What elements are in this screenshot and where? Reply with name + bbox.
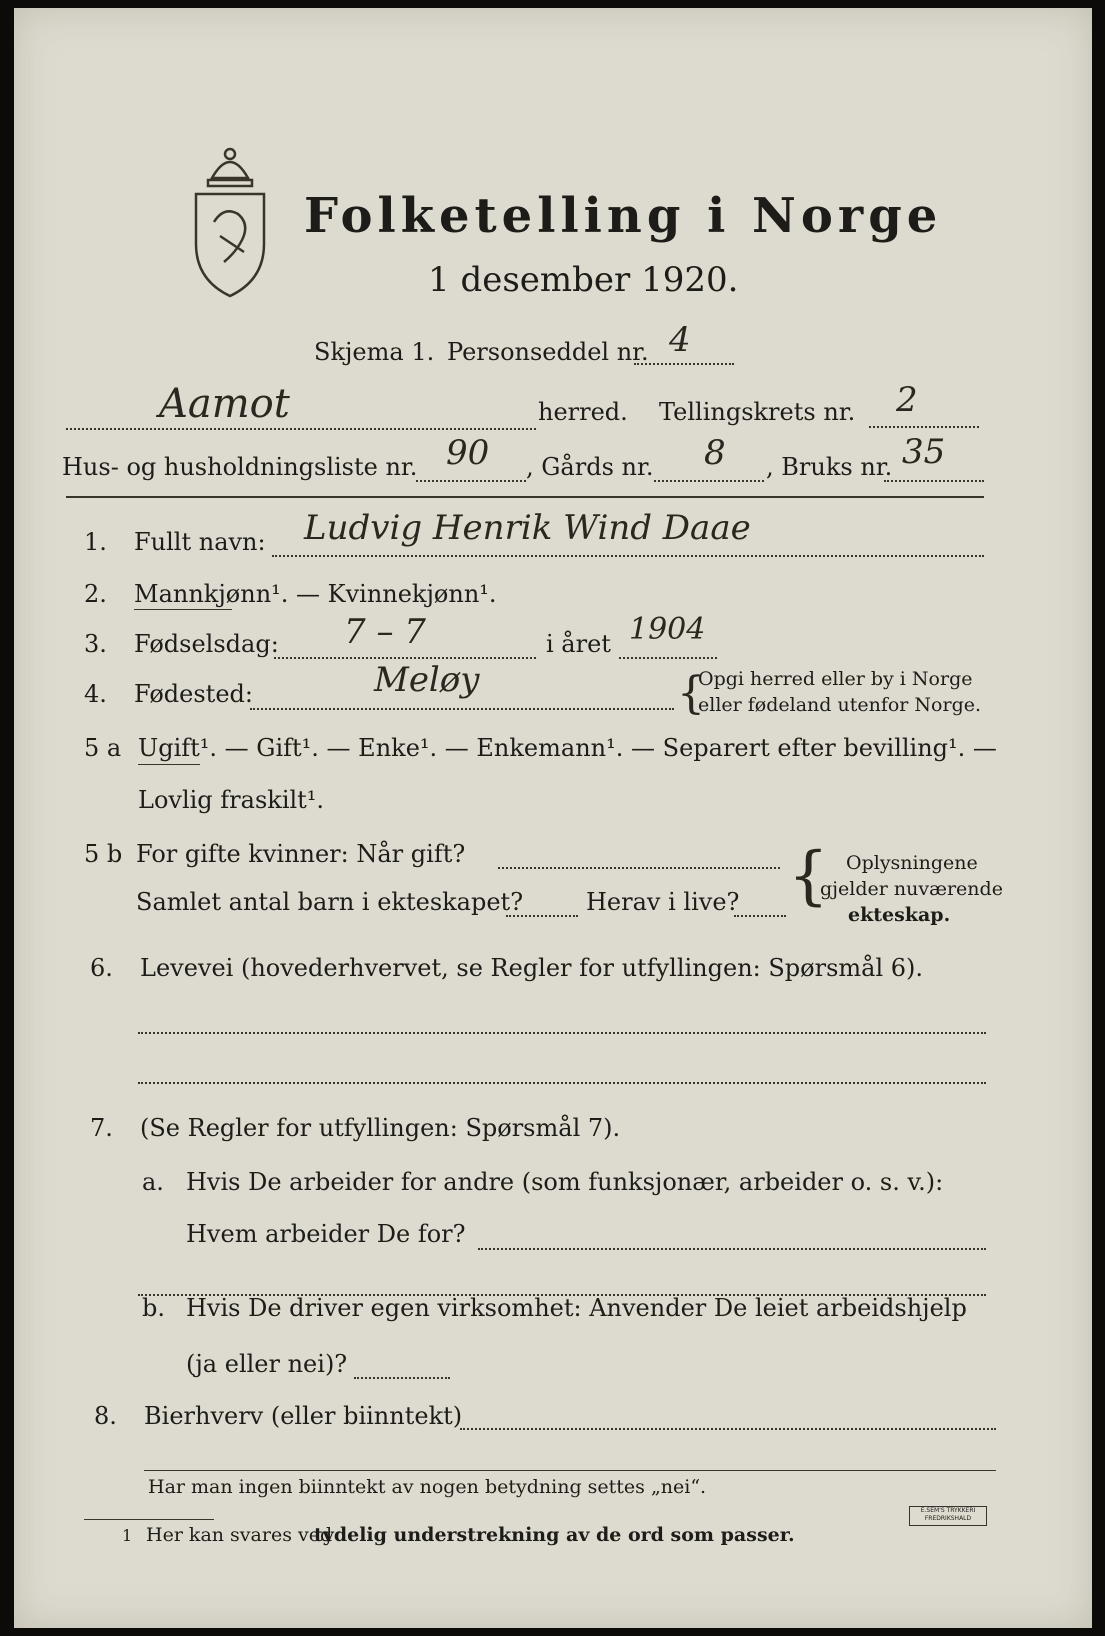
q2-mannkjonn-underline <box>134 609 232 610</box>
q4-dotted-line <box>250 708 674 710</box>
q4-number: 4. <box>84 680 107 708</box>
footnote-text: Her kan svares ved <box>146 1524 333 1546</box>
q1-number: 1. <box>84 528 107 556</box>
q7a-employer-label: Hvem arbeider De for? <box>186 1220 466 1248</box>
bruks-value[interactable]: 35 <box>902 432 946 472</box>
q2-number: 2. <box>84 580 107 608</box>
husholdningsliste-label: Hus- og husholdningsliste nr. <box>62 453 418 481</box>
printer-stamp: E.SEM'S TRYKKERI FREDRIKSHALD <box>909 1506 987 1526</box>
q5b-number: 5 b <box>84 840 123 868</box>
q3-year-label: i året <box>546 630 611 658</box>
q5b-children-label: Samlet antal barn i ekteskapet? <box>136 888 524 916</box>
gards-value[interactable]: 8 <box>704 433 726 473</box>
q2-gender-options: Mannkjønn¹. — Kvinnekjønn¹. <box>134 580 497 608</box>
q3-label: Fødselsdag: <box>134 630 279 658</box>
q1-dotted-line <box>272 555 984 557</box>
bruks-dotted-line <box>884 480 984 482</box>
q8-line-2 <box>144 1470 996 1471</box>
header-divider <box>66 496 984 498</box>
footnote-mark: 1 <box>122 1526 133 1545</box>
bruks-label: , Bruks nr. <box>766 453 893 481</box>
q8-dotted-line-1 <box>460 1428 996 1430</box>
q7b-yes-no-label: (ja eller nei)? <box>186 1350 348 1378</box>
herred-value[interactable]: Aamot <box>159 381 290 427</box>
q5b-note-line3: ekteskap. <box>848 904 951 926</box>
q7a-text: Hvis De arbeider for andre (som funksjonær, arbeider o. s. v.): <box>186 1168 944 1196</box>
footnote-bold-text: tydelig understrekning av de ord som passer. <box>314 1524 795 1546</box>
husholdningsliste-dotted-line <box>416 480 526 482</box>
footnote-divider <box>84 1519 214 1520</box>
q5a-ugift-underline <box>138 764 200 765</box>
q6-dotted-line-2 <box>138 1082 986 1084</box>
personseddel-label: Personseddel nr. <box>447 338 649 366</box>
q4-brace: { <box>677 668 705 719</box>
gards-label: , Gårds nr. <box>526 453 654 481</box>
q4-note-line1: Opgi herred eller by i Norge <box>698 668 973 690</box>
q3-year-value[interactable]: 1904 <box>629 612 706 647</box>
q5b-married-when-dotted-line <box>498 867 780 869</box>
gards-dotted-line <box>654 480 764 482</box>
q3-year-dotted-line <box>619 657 717 659</box>
q6-number: 6. <box>90 954 113 982</box>
q5b-alive-label: Herav i live? <box>586 888 740 916</box>
q6-occupation-label: Levevei (hovederhvervet, se Regler for utfyllingen: Spørsmål 6). <box>140 954 924 982</box>
q7b-text: Hvis De driver egen virksomhet: Anvender De leiet arbeidshjelp <box>186 1294 967 1322</box>
q1-full-name-value[interactable]: Ludvig Henrik Wind Daae <box>304 508 751 548</box>
q7a-number: a. <box>142 1168 164 1196</box>
q7-number: 7. <box>90 1114 113 1142</box>
q7b-number: b. <box>142 1294 165 1322</box>
husholdningsliste-value[interactable]: 90 <box>446 433 490 473</box>
coat-of-arms-icon <box>184 140 276 302</box>
q5b-alive-dotted-line <box>734 915 786 917</box>
q4-birthplace-value[interactable]: Meløy <box>374 660 480 700</box>
q7-label: (Se Regler for utfyllingen: Spørsmål 7). <box>140 1114 621 1142</box>
q5a-marital-options: Ugift¹. — Gift¹. — Enke¹. — Enkemann¹. — Separert efter bevilling¹. — <box>138 734 997 762</box>
q4-label: Fødested: <box>134 680 253 708</box>
q8-side-income-label: Bierhverv (eller biinntekt) <box>144 1402 463 1430</box>
q8-note: Har man ingen biinntekt av nogen betydning settes „nei“. <box>148 1476 707 1498</box>
census-form-paper <box>14 8 1092 1628</box>
form-title: Folketelling i Norge <box>304 188 943 244</box>
q1-label: Fullt navn: <box>134 528 266 556</box>
herred-dotted-line <box>66 428 536 430</box>
personseddel-dotted-line <box>634 363 734 365</box>
q8-number: 8. <box>94 1402 117 1430</box>
q3-number: 3. <box>84 630 107 658</box>
q7b-dotted-line <box>354 1377 450 1379</box>
q5b-brace: { <box>788 839 829 913</box>
herred-label: herred. <box>538 398 628 426</box>
census-date: 1 desember 1920. <box>428 260 739 300</box>
skjema-label: Skjema 1. <box>314 338 435 366</box>
personseddel-value[interactable]: 4 <box>669 320 691 360</box>
q5a-number: 5 a <box>84 734 122 762</box>
q5b-children-dotted-line <box>506 915 578 917</box>
q5b-note-line1: Oplysningene <box>846 852 978 874</box>
q5b-married-when-label: For gifte kvinner: Når gift? <box>136 840 466 868</box>
q5a-marital-options-line2: Lovlig fraskilt¹. <box>138 786 325 814</box>
q4-note-line2: eller fødeland utenfor Norge. <box>698 694 982 716</box>
q5b-note-line2: gjelder nuværende <box>820 878 1003 900</box>
tellingskrets-label: Tellingskrets nr. <box>659 398 856 426</box>
q6-dotted-line-1 <box>138 1032 986 1034</box>
tellingskrets-value[interactable]: 2 <box>896 380 918 420</box>
tellingskrets-dotted-line <box>869 426 979 428</box>
q3-birthday-value[interactable]: 7 – 7 <box>344 612 426 652</box>
q3-dotted-line <box>274 657 536 659</box>
q7a-dotted-line-1 <box>478 1248 986 1250</box>
